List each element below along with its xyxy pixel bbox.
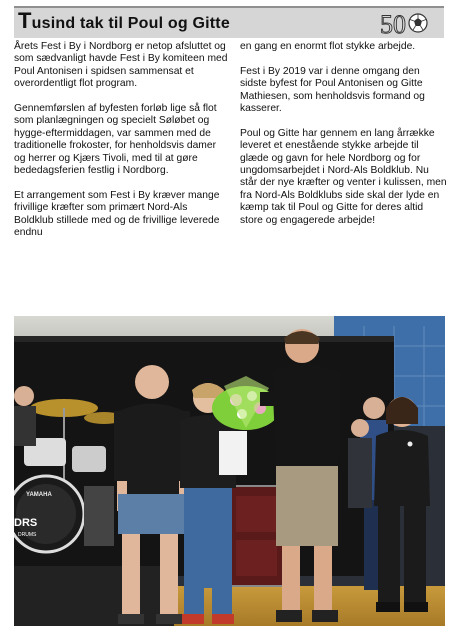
- article-photo: [14, 316, 445, 626]
- anniversary-logo: [378, 8, 438, 38]
- paragraph: Fest i By 2019 var i denne omgang den sidste byfest for Poul Antonisen og Gitte Mathiesen, som henholdsvis formand og kasserer.: [240, 65, 425, 115]
- article-column-left: [14, 41, 229, 252]
- title-text: usind tak til Poul og Gitte: [31, 15, 230, 32]
- drum-logo: DRS: [14, 517, 38, 529]
- logo-number: 50: [380, 10, 406, 38]
- title-bar: [14, 6, 444, 38]
- football-icon: [409, 14, 427, 32]
- article-title: [18, 8, 230, 33]
- photo-illustration: [14, 316, 445, 626]
- drum-sub: DRUMS: [18, 532, 37, 538]
- paragraph: Gennemførslen af byfesten forløb lige så flot som planlægningen og specielt Søløbet og hygge-eftermiddagen, var sammen med de traditionelle frokoster, for henholdsvis damer og herrer og Kjærs Tivoli, med til at gøre bededagsferien festlig i Nordborg.: [14, 103, 217, 177]
- title-initial: T: [18, 8, 32, 33]
- paragraph: en gang en enormt flot stykke arbejde.: [240, 41, 416, 52]
- paragraph: Et arrangement som Fest i By kræver mange frivillige kræfter som primært Nord-Als Boldklub stillede med og de frivillige leverede endnu: [14, 189, 220, 239]
- paragraph: Årets Fest i By i Nordborg er netop afsluttet og som sædvanligt havde Fest i By komiteen med Poul Antonisen i spidsen sammensat et overordentligt flot program.: [14, 41, 228, 90]
- drum-brand: YAMAHA: [26, 492, 52, 498]
- article-column-right: [240, 41, 448, 239]
- paragraph: Poul og Gitte har gennem en lang årrække leveret et enestående stykke arbejde til glæde og gavn for hele Nordborg og for ungdomsarbejdet i Nord-Als Boldklub. Nu står der nye kræfter og venter i kulissen, men fra Nord-Als Boldklubs side skal der lyde en kæmp tak til Poul og Gitte for deres altid store og engagerede arbejde!: [240, 127, 447, 226]
